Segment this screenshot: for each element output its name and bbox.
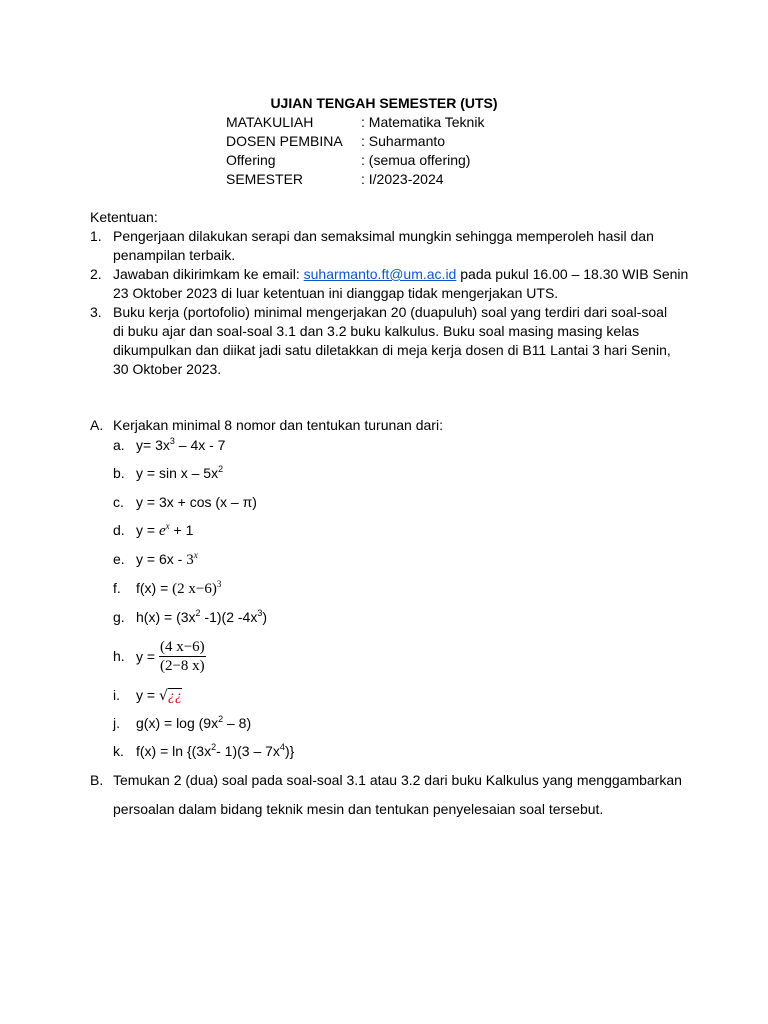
- problem-d-base: e: [158, 523, 166, 539]
- problem-d-part-2: + 1: [169, 522, 194, 538]
- problem-k-exponent-2: 4: [279, 742, 285, 752]
- rule-3-line-2: di buku ajar dan soal-soal 3.1 dan 3.2 buku kalkulus. Buku soal masing masing kelas: [113, 323, 640, 339]
- problem-e-part-1: y = 6x -: [136, 551, 187, 567]
- rule-2-number: 2.: [90, 266, 102, 282]
- problem-h-denominator: (2−8 x): [159, 657, 205, 674]
- problem-k-part-3: )}: [284, 743, 295, 759]
- problem-j-part-1: g(x) = log (9x: [136, 715, 219, 731]
- problem-h-label: h.: [113, 648, 125, 664]
- problem-b-part-1: y = sin x – 5x: [136, 465, 219, 481]
- problem-d: [136, 521, 193, 541]
- problem-a-label: a.: [113, 437, 125, 453]
- problem-c-label: c.: [113, 494, 124, 510]
- problem-g: [136, 608, 267, 627]
- problem-b-exponent: 2: [218, 464, 224, 474]
- problem-h-part-1: y =: [136, 648, 159, 665]
- lecturer-label: DOSEN PEMBINA: [226, 133, 343, 149]
- problem-k: [136, 742, 294, 761]
- rule-2-text-after-email: pada pukul 16.00 – 18.30 WIB Senin: [456, 266, 689, 282]
- email-link[interactable]: suharmanto.ft@um.ac.id: [303, 266, 457, 282]
- offering-value: : (semua offering): [361, 152, 471, 168]
- problem-j-part-2: – 8): [223, 715, 252, 731]
- problem-k-part-2: - 1)(3 – 7x: [216, 743, 280, 759]
- problem-g-exponent-2: 3: [257, 608, 263, 618]
- section-b-line-1: Temukan 2 (dua) soal pada soal-soal 3.1 atau 3.2 dari buku Kalkulus yang menggambarkan: [113, 772, 682, 788]
- rule-3-number: 3.: [90, 304, 102, 320]
- rule-2-line-2: 23 Oktober 2023 di luar ketentuan ini dianggap tidak mengerjakan UTS.: [113, 285, 559, 301]
- problem-f-label: f.: [113, 580, 121, 596]
- rule-3-line-1: Buku kerja (portofolio) minimal mengerjakan 20 (duapuluh) soal yang terdiri dari soal-soal: [113, 304, 668, 320]
- rule-3-line-3: dikumpulkan dan diikat jadi satu diletakkan di meja kerja dosen di B11 Lantai 3 hari Senin,: [113, 342, 671, 358]
- rules-heading: Ketentuan:: [90, 209, 158, 225]
- problem-k-exponent-1: 2: [211, 742, 217, 752]
- problem-f-exponent: 3: [216, 579, 222, 589]
- rule-3-line-4: 30 Oktober 2023.: [113, 361, 222, 377]
- problem-a-exponent: 3: [169, 436, 175, 446]
- problem-g-part-2: -1)(2 -4x: [200, 609, 258, 625]
- radical-sign-icon: √: [158, 688, 168, 704]
- problem-e-label: e.: [113, 551, 125, 567]
- problem-f-expression: (2 x−6): [172, 581, 217, 597]
- problem-a: [136, 436, 225, 455]
- problem-j-label: j.: [113, 715, 120, 731]
- problem-c: y = 3x + cos (x – π): [136, 494, 257, 510]
- problem-e-exponent: x: [193, 550, 198, 560]
- problem-i: [136, 686, 182, 706]
- problem-h-fraction: [159, 638, 206, 675]
- problem-k-label: k.: [113, 743, 124, 759]
- exam-title: UJIAN TENGAH SEMESTER (UTS): [270, 95, 498, 111]
- section-b-label: B.: [90, 772, 104, 788]
- problem-f: [136, 579, 221, 599]
- lecturer-value: : Suharmanto: [361, 133, 446, 149]
- problem-i-part-1: y =: [136, 687, 159, 703]
- section-b-line-2: persoalan dalam bidang teknik mesin dan tentukan penyelesaian soal tersebut.: [113, 801, 604, 817]
- problem-d-exponent: x: [165, 521, 170, 531]
- problem-g-label: g.: [113, 609, 125, 625]
- problem-g-part-3: ): [262, 609, 268, 625]
- problem-j: [136, 714, 251, 733]
- problem-e-base: 3: [186, 552, 194, 568]
- problem-h-numerator: (4 x−6): [159, 638, 205, 655]
- problem-e: [136, 550, 198, 570]
- section-a-instruction: Kerjakan minimal 8 nomor dan tentukan turunan dari:: [113, 417, 443, 433]
- problem-g-part-1: h(x) = (3x: [136, 609, 196, 625]
- course-value: : Matematika Teknik: [361, 114, 485, 130]
- problem-b: [136, 464, 223, 483]
- problem-f-part-1: f(x) =: [136, 580, 173, 596]
- problem-g-exponent-1: 2: [195, 608, 201, 618]
- rule-1-line-1: Pengerjaan dilakukan serapi dan semaksimal mungkin sehingga memperoleh hasil dan: [113, 228, 654, 244]
- problem-i-label: i.: [113, 687, 120, 703]
- problem-i-radicand: ¿¿: [167, 689, 182, 704]
- problem-j-exponent: 2: [218, 714, 224, 724]
- problem-k-part-1: f(x) = ln {(3x: [136, 743, 212, 759]
- section-a-label: A.: [90, 417, 104, 433]
- problem-h: [136, 636, 206, 675]
- offering-label: Offering: [226, 152, 276, 168]
- rule-1-line-2: penampilan terbaik.: [113, 247, 236, 263]
- semester-label: SEMESTER: [226, 171, 304, 187]
- course-label: MATAKULIAH: [226, 114, 314, 130]
- problem-a-part-2: – 4x - 7: [174, 437, 226, 453]
- problem-d-label: d.: [113, 522, 125, 538]
- rule-2-line-1: [113, 265, 688, 284]
- problem-a-part-1: y= 3x: [136, 437, 170, 453]
- rule-2-text-before-email: Jawaban dikirimkam ke email:: [113, 266, 304, 282]
- problem-d-part-1: y =: [136, 522, 159, 538]
- semester-value: : I/2023-2024: [361, 171, 444, 187]
- problem-b-label: b.: [113, 465, 125, 481]
- rule-1-number: 1.: [90, 228, 102, 244]
